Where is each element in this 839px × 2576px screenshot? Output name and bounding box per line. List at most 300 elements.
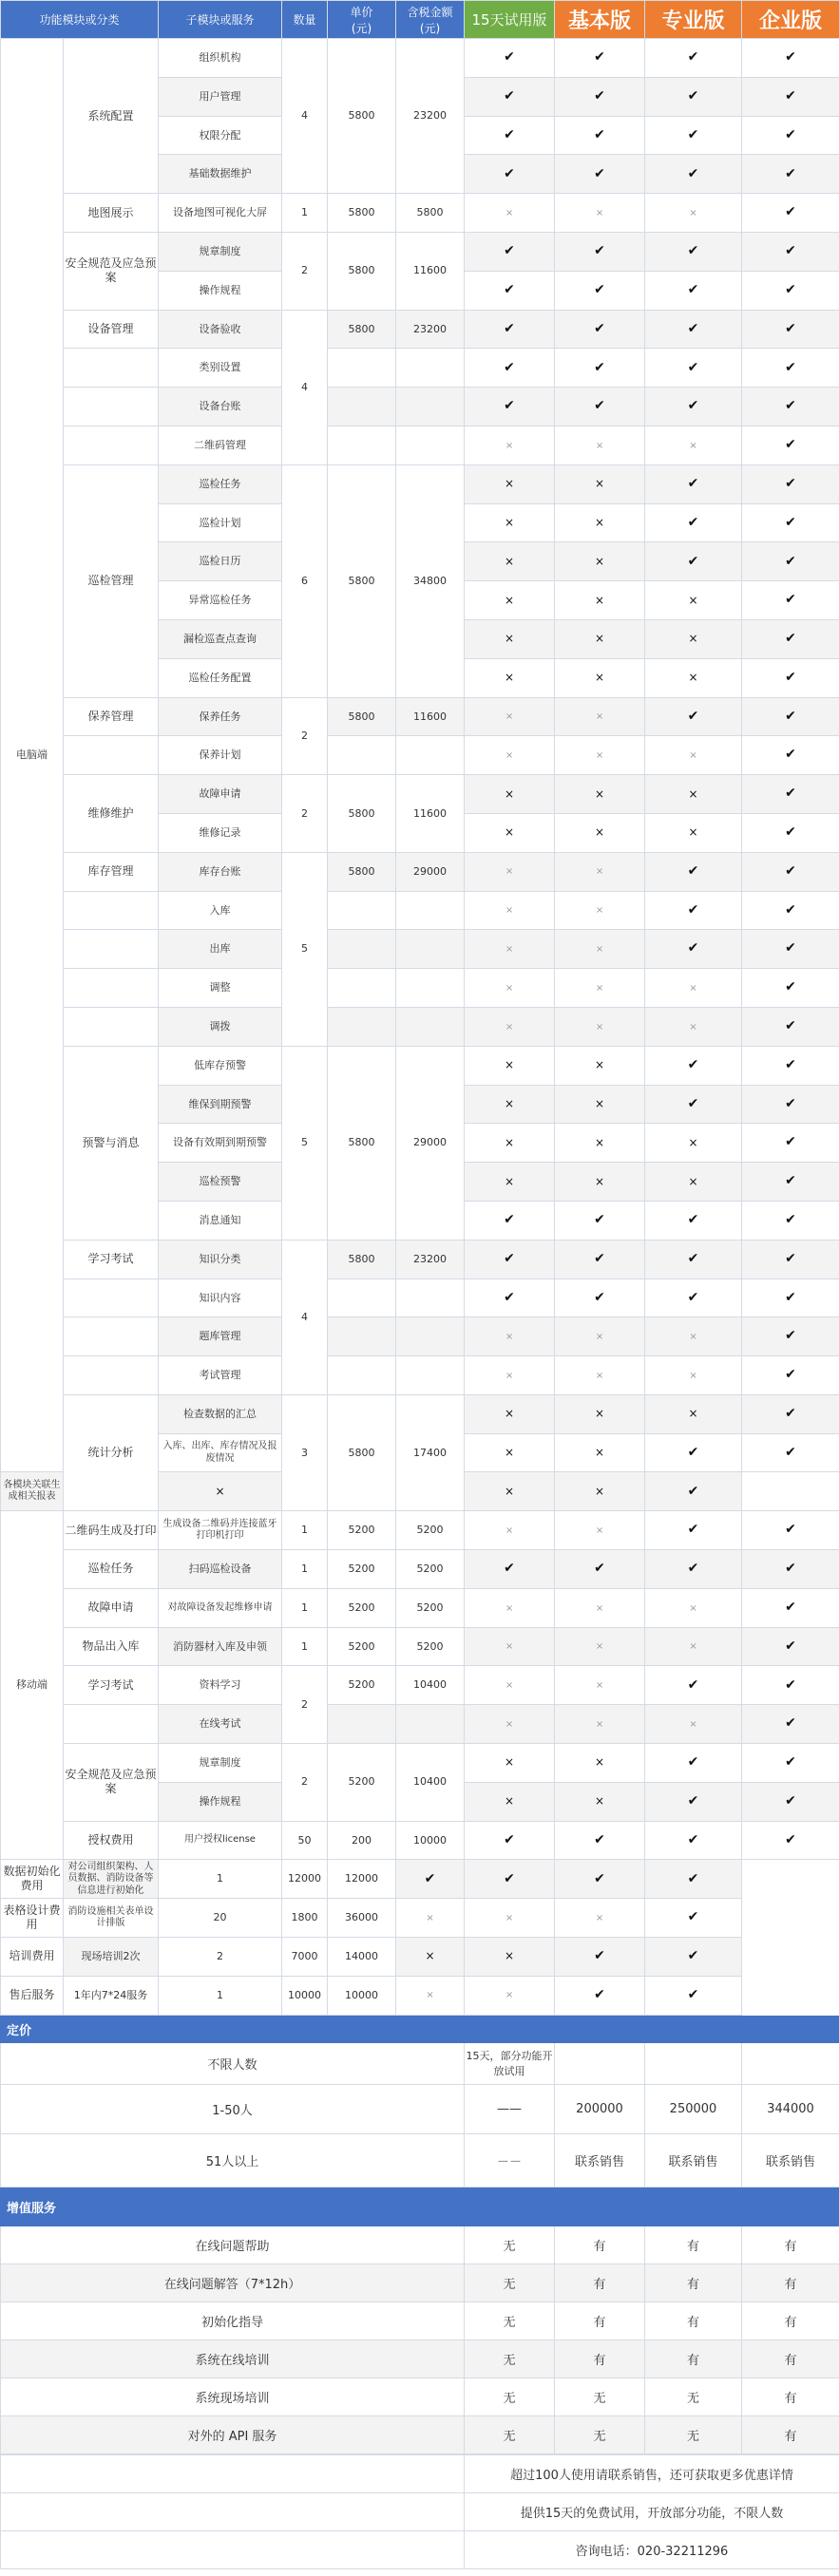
quantity: 1 — [159, 1976, 282, 2015]
service-label: 在线问题解答（7*12h） — [1, 2263, 465, 2301]
mark-pro — [645, 1163, 742, 1202]
mark-enterprise — [742, 155, 839, 194]
submodule-name: 出库 — [159, 930, 282, 969]
mark-pro — [645, 1356, 742, 1395]
module-name: 统计分析 — [64, 1394, 159, 1510]
check-icon: ✔ — [785, 1831, 796, 1847]
pricing-pro: 联系销售 — [645, 2133, 742, 2187]
mark-pro — [645, 1279, 742, 1317]
cross-icon: × — [504, 632, 515, 646]
check-icon: ✔ — [504, 243, 515, 259]
mark-trial — [465, 852, 555, 891]
mark-trial — [465, 503, 555, 542]
module-name — [64, 1317, 159, 1356]
submodule-name: 规章制度 — [159, 232, 282, 271]
mark-pro — [645, 1007, 742, 1046]
service-value: 有 — [555, 2339, 645, 2377]
cross-icon: × — [595, 207, 604, 218]
check-icon: ✔ — [687, 1095, 699, 1111]
mark-basic — [555, 1240, 645, 1279]
cross-icon: × — [594, 554, 605, 568]
unit-price — [328, 388, 396, 426]
mark-enterprise — [742, 232, 839, 271]
module-name — [64, 1007, 159, 1046]
mark-pro — [645, 1821, 742, 1860]
mark-basic — [465, 1899, 555, 1938]
check-icon: ✔ — [687, 1909, 699, 1925]
check-icon: ✔ — [687, 1289, 699, 1305]
unit-price: 5800 — [328, 464, 396, 697]
cross-icon: × — [504, 515, 515, 529]
cross-icon: × — [595, 1525, 604, 1536]
value-added-body — [1, 2226, 839, 2453]
mark-enterprise — [742, 813, 839, 852]
check-icon: ✔ — [687, 1056, 699, 1072]
submodule-name: 异常巡检任务 — [159, 581, 282, 620]
mark-enterprise — [742, 116, 839, 155]
submodule-name: 设备验收 — [159, 310, 282, 349]
cross-icon: × — [595, 1912, 604, 1923]
submodule-name: 操作规程 — [159, 271, 282, 310]
mark-trial — [465, 891, 555, 930]
cross-icon: × — [504, 1949, 515, 1963]
submodule-name: 保养计划 — [159, 736, 282, 775]
mark-basic — [555, 464, 645, 503]
table-row — [1, 1007, 839, 1046]
cross-icon: × — [595, 905, 604, 917]
mark-trial — [465, 736, 555, 775]
unit-price: 5200 — [328, 1627, 396, 1666]
unit-price: 200 — [328, 1821, 396, 1860]
submodule-name: 二维码管理 — [159, 426, 282, 464]
header-module: 功能模块或分类 — [1, 1, 159, 39]
module-name: 预警与消息 — [64, 1046, 159, 1240]
quantity: 2 — [282, 775, 328, 853]
mark-basic — [555, 1744, 645, 1783]
mark-trial — [465, 1085, 555, 1124]
header-trial: 15天试用版 — [465, 1, 555, 39]
module-name — [64, 736, 159, 775]
table-header-row — [1, 1, 839, 39]
mark-trial — [465, 1744, 555, 1783]
mark-enterprise — [742, 1201, 839, 1240]
mark-basic — [555, 1317, 645, 1356]
mark-trial — [396, 1938, 465, 1977]
cross-icon: × — [505, 1641, 514, 1653]
check-icon: ✔ — [504, 1250, 515, 1266]
check-icon: ✔ — [594, 243, 605, 259]
service-value: 有 — [742, 2415, 839, 2453]
check-icon: ✔ — [687, 1250, 699, 1266]
submodule-name: 调拨 — [159, 1007, 282, 1046]
submodule-name: 库存台账 — [159, 852, 282, 891]
unit-price: 1800 — [282, 1899, 328, 1938]
unit-price: 5800 — [328, 775, 396, 853]
amount — [396, 891, 465, 930]
check-icon: ✔ — [594, 281, 605, 297]
table-row — [1, 1860, 839, 1899]
table-row — [1, 1550, 839, 1589]
quantity: 2 — [282, 1666, 328, 1744]
mark-trial — [465, 1317, 555, 1356]
mark-pro — [645, 349, 742, 388]
mark-trial — [465, 1394, 555, 1433]
check-icon: ✔ — [785, 475, 796, 491]
mark-pro — [645, 1046, 742, 1085]
cross-icon: × — [594, 671, 605, 685]
mark-enterprise — [742, 1550, 839, 1589]
amount — [396, 388, 465, 426]
cross-icon: × — [504, 1407, 515, 1421]
cross-icon: × — [594, 1058, 605, 1072]
mark-trial — [396, 1860, 465, 1899]
module-name — [64, 1356, 159, 1395]
module-name — [64, 349, 159, 388]
cross-icon: × — [505, 1331, 514, 1342]
mark-pro — [645, 1317, 742, 1356]
mark-enterprise — [742, 1317, 839, 1356]
mark-enterprise — [742, 1007, 839, 1046]
quantity: 2 — [282, 232, 328, 310]
unit-price: 5200 — [328, 1588, 396, 1627]
mark-enterprise — [742, 1085, 839, 1124]
service-label: 系统现场培训 — [1, 2377, 465, 2415]
unit-price — [328, 969, 396, 1008]
table-row — [1, 930, 839, 969]
pricing-label: 51人以上 — [1, 2133, 465, 2187]
check-icon: ✔ — [785, 979, 796, 995]
submodule-name: 消防器材入库及申领 — [159, 1627, 282, 1666]
check-icon: ✔ — [687, 165, 699, 181]
table-row — [1, 1240, 839, 1279]
check-icon: ✔ — [785, 1212, 796, 1228]
quantity: 3 — [282, 1394, 328, 1510]
pricing-basic: 联系销售 — [555, 2133, 645, 2187]
mark-basic — [555, 503, 645, 542]
note-phone: 咨询电话：020-32211296 — [465, 2530, 839, 2568]
check-icon: ✔ — [504, 398, 515, 414]
service-value: 有 — [555, 2226, 645, 2263]
service-value: 有 — [555, 2301, 645, 2339]
mark-basic — [555, 1046, 645, 1085]
cross-icon: × — [594, 632, 605, 646]
submodule-name: 操作规程 — [159, 1782, 282, 1821]
cross-icon: × — [504, 593, 515, 607]
cross-icon: × — [505, 440, 514, 451]
check-icon: ✔ — [687, 940, 699, 957]
table-row — [1, 969, 839, 1008]
mark-pro — [645, 658, 742, 697]
mark-trial — [465, 155, 555, 194]
module-name: 授权费用 — [64, 1821, 159, 1860]
header-enterprise: 企业版 — [742, 1, 839, 39]
mark-trial — [465, 1588, 555, 1627]
mark-trial — [396, 1976, 465, 2015]
mark-pro — [645, 1744, 742, 1783]
mark-pro — [645, 891, 742, 930]
mark-trial — [465, 1356, 555, 1395]
cross-icon: × — [505, 1525, 514, 1536]
cross-icon: × — [595, 1680, 604, 1692]
check-icon: ✔ — [687, 281, 699, 297]
service-value: 有 — [645, 2339, 742, 2377]
mark-trial — [465, 1550, 555, 1589]
mark-pro — [645, 619, 742, 658]
mark-enterprise — [742, 1511, 839, 1550]
table-row — [1, 891, 839, 930]
quantity: 1 — [282, 1627, 328, 1666]
unit-price: 5800 — [328, 232, 396, 310]
table-row — [1, 1938, 839, 1977]
cross-icon: × — [505, 982, 514, 994]
table-row — [1, 1627, 839, 1666]
mark-basic — [555, 1163, 645, 1202]
module-name: 系统配置 — [64, 39, 159, 194]
cross-icon: × — [594, 825, 605, 840]
check-icon: ✔ — [785, 1056, 796, 1072]
mark-basic — [555, 1279, 645, 1317]
mark-trial — [465, 77, 555, 116]
mark-pro — [645, 969, 742, 1008]
submodule-name: 维保到期预警 — [159, 1085, 282, 1124]
mark-pro — [645, 697, 742, 736]
cross-icon: × — [504, 1096, 515, 1110]
header-basic: 基本版 — [555, 1, 645, 39]
check-icon: ✔ — [785, 669, 796, 685]
mark-enterprise — [645, 1899, 742, 1938]
cross-icon: × — [595, 1641, 604, 1653]
mark-trial — [465, 1124, 555, 1163]
cross-icon: × — [505, 749, 514, 761]
amount — [396, 1356, 465, 1395]
service-value: 有 — [742, 2226, 839, 2263]
cross-icon: × — [594, 515, 605, 529]
unit-price: 5200 — [328, 1511, 396, 1550]
module-name: 二维码生成及打印 — [64, 1511, 159, 1550]
amount: 10000 — [328, 1976, 396, 2015]
module-name: 物品出入库 — [64, 1627, 159, 1666]
mark-pro — [645, 388, 742, 426]
module-name — [64, 891, 159, 930]
quantity: 1 — [282, 1511, 328, 1550]
mark-enterprise — [645, 1976, 742, 2015]
check-icon: ✔ — [785, 1328, 796, 1344]
mark-enterprise — [742, 464, 839, 503]
mark-trial — [465, 232, 555, 271]
module-name: 地图展示 — [64, 194, 159, 233]
amount: 10400 — [396, 1666, 465, 1705]
cross-icon: × — [595, 1718, 604, 1730]
submodule-name: 巡检计划 — [159, 503, 282, 542]
cross-icon: × — [504, 1446, 515, 1460]
check-icon: ✔ — [785, 901, 796, 918]
mark-enterprise — [742, 1046, 839, 1085]
table-row — [1, 349, 839, 388]
quantity: 2 — [282, 697, 328, 775]
check-icon: ✔ — [687, 1212, 699, 1228]
amount: 5200 — [396, 1550, 465, 1589]
table-row — [1, 388, 839, 426]
mark-basic — [555, 775, 645, 814]
check-icon: ✔ — [785, 1406, 796, 1422]
unit-price — [328, 1356, 396, 1395]
check-icon: ✔ — [504, 320, 515, 336]
amount: 17400 — [396, 1394, 465, 1510]
cross-icon: × — [595, 1021, 604, 1032]
amount — [396, 736, 465, 775]
mark-basic — [555, 194, 645, 233]
mark-pro — [645, 1705, 742, 1744]
service-value: 有 — [742, 2377, 839, 2415]
submodule-name: 漏检巡查点查询 — [159, 619, 282, 658]
check-icon: ✔ — [785, 786, 796, 802]
mark-enterprise — [742, 1163, 839, 1202]
mark-pro — [645, 852, 742, 891]
check-icon: ✔ — [687, 1831, 699, 1847]
cross-icon: × — [689, 440, 697, 451]
submodule-name: 基础数据维护 — [159, 155, 282, 194]
check-icon: ✔ — [504, 87, 515, 104]
mark-trial — [465, 930, 555, 969]
service-value: 无 — [645, 2415, 742, 2453]
amount — [396, 930, 465, 969]
check-icon: ✔ — [687, 1444, 699, 1460]
mark-trial — [465, 349, 555, 388]
mark-basic — [465, 1860, 555, 1899]
cross-icon: × — [688, 1135, 698, 1149]
quantity: 20 — [159, 1899, 282, 1938]
module-name: 学习考试 — [64, 1240, 159, 1279]
cross-icon: × — [595, 1602, 604, 1614]
submodule-name: 题库管理 — [159, 1317, 282, 1356]
mark-basic — [555, 1588, 645, 1627]
mark-basic — [555, 658, 645, 697]
submodule-name: 在线考试 — [159, 1705, 282, 1744]
mark-trial — [465, 1705, 555, 1744]
cross-icon: × — [595, 440, 604, 451]
mark-enterprise — [742, 77, 839, 116]
pricing-basic — [555, 2042, 645, 2084]
table-row — [1, 1317, 839, 1356]
mark-basic — [555, 1627, 645, 1666]
pricing-basic: 200000 — [555, 2084, 645, 2133]
check-icon: ✔ — [594, 359, 605, 375]
mark-basic — [555, 619, 645, 658]
mark-enterprise — [742, 658, 839, 697]
unit-price — [328, 891, 396, 930]
submodule-name: 消防设施相关表单设计排版 — [64, 1899, 159, 1938]
table-row — [1, 1356, 839, 1395]
check-icon: ✔ — [785, 126, 796, 142]
amount — [396, 426, 465, 464]
cross-icon: × — [689, 1021, 697, 1032]
notes-table — [0, 2454, 839, 2569]
amount — [396, 1317, 465, 1356]
amount: 5200 — [396, 1627, 465, 1666]
mark-basic — [555, 1511, 645, 1550]
cross-icon: × — [505, 1370, 514, 1381]
mark-basic — [555, 349, 645, 388]
check-icon: ✔ — [687, 1948, 699, 1964]
mark-pro — [645, 775, 742, 814]
cross-icon: × — [689, 982, 697, 994]
cross-icon: × — [595, 749, 604, 761]
table-row — [1, 697, 839, 736]
pricing-enterprise: 344000 — [742, 2084, 839, 2133]
cross-icon: × — [425, 1949, 435, 1963]
mark-pro — [645, 1550, 742, 1589]
mark-basic — [555, 310, 645, 349]
cross-icon: × — [505, 1021, 514, 1032]
mark-pro — [645, 1627, 742, 1666]
cross-icon: × — [688, 1407, 698, 1421]
check-icon: ✔ — [594, 1289, 605, 1305]
value-added-row — [1, 2263, 839, 2301]
quantity: 1 — [282, 194, 328, 233]
amount: 11600 — [396, 775, 465, 853]
check-icon: ✔ — [424, 1870, 436, 1886]
quantity: 1 — [159, 1860, 282, 1899]
service-value: 有 — [742, 2301, 839, 2339]
cross-icon: × — [504, 786, 515, 801]
mark-enterprise — [742, 1124, 839, 1163]
mark-trial — [465, 194, 555, 233]
value-added-table — [0, 2188, 839, 2454]
header-submodule: 子模块或服务 — [159, 1, 282, 39]
mark-trial — [465, 310, 555, 349]
mark-basic — [555, 1705, 645, 1744]
check-icon: ✔ — [687, 1754, 699, 1771]
table-row — [1, 1511, 839, 1550]
cross-icon: × — [505, 1718, 514, 1730]
mark-trial — [465, 619, 555, 658]
pricing-section-title: 定价 — [1, 2016, 839, 2042]
submodule-name: 组织机构 — [159, 39, 282, 78]
cross-icon: × — [426, 1990, 434, 2001]
unit-price: 5800 — [328, 1046, 396, 1240]
pricing-label: 不限人数 — [1, 2042, 465, 2084]
service-value: 有 — [742, 2339, 839, 2377]
cross-icon: × — [505, 943, 514, 955]
check-icon: ✔ — [687, 126, 699, 142]
check-icon: ✔ — [687, 708, 699, 724]
cross-icon: × — [689, 1331, 697, 1342]
check-icon: ✔ — [504, 126, 515, 142]
cross-icon: × — [504, 1058, 515, 1072]
mark-basic — [555, 426, 645, 464]
check-icon: ✔ — [594, 320, 605, 336]
amount — [396, 1007, 465, 1046]
module-name — [64, 1705, 159, 1744]
table-row — [1, 310, 839, 349]
check-icon: ✔ — [687, 1676, 699, 1693]
submodule-name: 用户管理 — [159, 77, 282, 116]
cross-icon: × — [504, 671, 515, 685]
header-pro: 专业版 — [645, 1, 742, 39]
quantity: 4 — [282, 39, 328, 194]
mark-enterprise — [645, 1472, 742, 1511]
table-row — [1, 232, 839, 271]
unit-price: 5800 — [328, 697, 396, 736]
mark-trial — [465, 581, 555, 620]
mark-basic — [555, 1124, 645, 1163]
service-value: 有 — [555, 2263, 645, 2301]
mark-enterprise — [742, 775, 839, 814]
check-icon: ✔ — [594, 1870, 605, 1886]
service-value: 无 — [465, 2339, 555, 2377]
check-icon: ✔ — [785, 862, 796, 879]
quantity: 2 — [282, 1744, 328, 1822]
